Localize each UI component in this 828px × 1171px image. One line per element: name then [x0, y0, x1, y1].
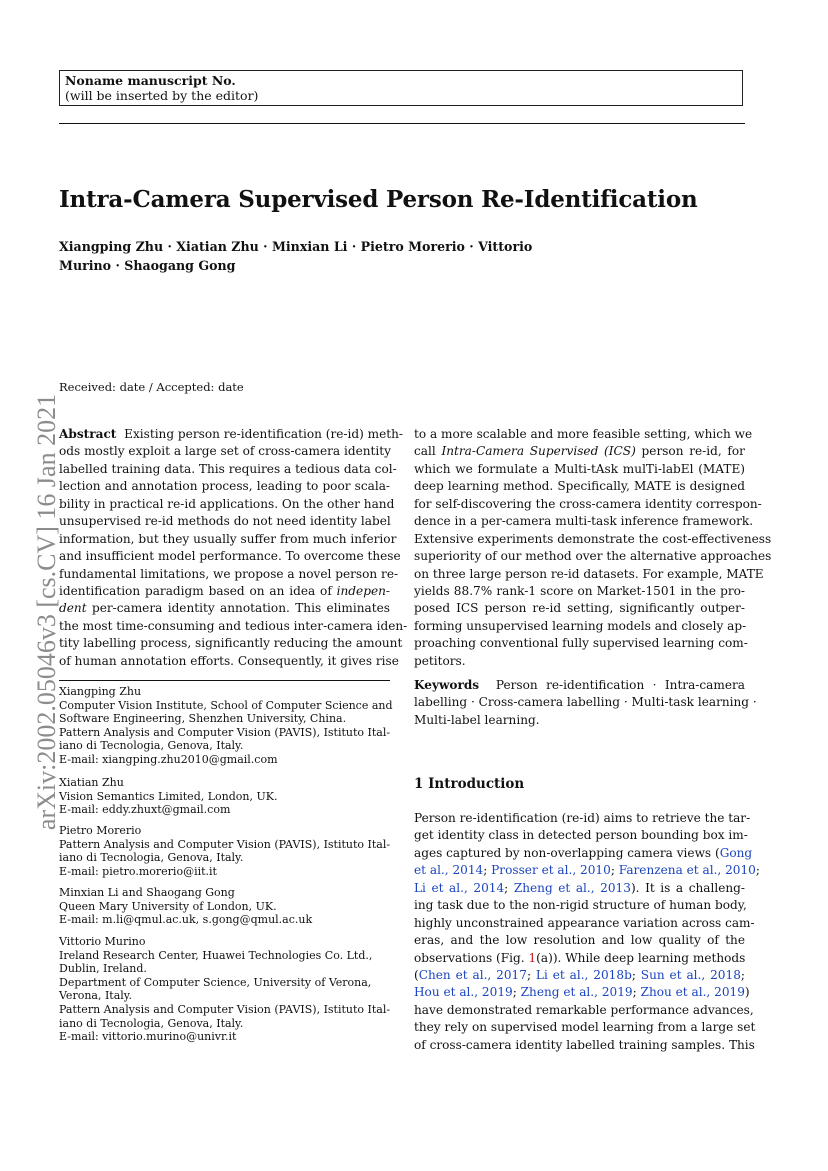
abstract-line: lection and annotation process, leading to poor scala-: [59, 479, 390, 494]
affiliation-line: Pietro Morerio: [59, 824, 142, 837]
intro-line: of cross-camera identity labelled training samples. This: [414, 1037, 755, 1052]
citation-link[interactable]: Zhou et al., 2019: [640, 985, 745, 1000]
citation-link[interactable]: Prosser et al., 2010: [491, 863, 611, 878]
affiliation-line: Dublin, Ireland.: [59, 962, 147, 976]
paper-title: Intra-Camera Supervised Person Re-Identification: [59, 186, 698, 213]
footnote-rule: [59, 680, 390, 681]
intro-line: ing task due to the non-rigid structure of human body,: [414, 898, 747, 913]
abstract-line: Abstract Existing person re-identification (re-id) meth-: [59, 427, 404, 441]
affiliation-block: [59, 935, 392, 1044]
abstract-line: ods mostly exploit a large set of cross-camera identity: [59, 444, 391, 459]
section-heading-introduction: 1 Introduction: [414, 776, 525, 792]
intro-line: Li et al., 2014; Zheng et al., 2013). It is a challeng-: [414, 880, 745, 895]
intro-line: observations (Fig. 1(a)). While deep learning methods: [414, 950, 746, 965]
affiliation-line: Pattern Analysis and Computer Vision (PAVIS), Istituto Ital-: [59, 725, 391, 739]
keywords-line: Multi-label learning.: [414, 712, 540, 727]
affiliation-line: Software Engineering, Shenzhen University, China.: [59, 712, 347, 726]
affiliation-block: [59, 886, 392, 927]
affiliation-block: [59, 776, 392, 817]
affiliation-line: Pattern Analysis and Computer Vision (PAVIS), Istituto Ital-: [59, 837, 391, 851]
abstract-line: to a more scalable and more feasible setting, which we: [414, 427, 753, 441]
affiliation-line: Pattern Analysis and Computer Vision (PAVIS), Istituto Ital-: [59, 1002, 391, 1016]
affiliation-line: Ireland Research Center, Huawei Technologies Co. Ltd.,: [59, 948, 373, 962]
affiliation-line: E-mail: pietro.morerio@iit.it: [59, 864, 217, 878]
abstract-heading: Abstract: [59, 427, 117, 441]
abstract-line: dent per-camera identity annotation. This eliminates: [59, 601, 390, 616]
abstract-line: call Intra-Camera Supervised (ICS) person re-id, for: [414, 444, 745, 459]
author-list: [59, 237, 589, 275]
abstract-line: Extensive experiments demonstrate the cost-effectiveness: [414, 531, 772, 546]
abstract-line: unsupervised re-id methods do not need identity label: [59, 514, 391, 529]
affiliation-line: E-mail: m.li@qmul.ac.uk, s.gong@qmul.ac.uk: [59, 913, 313, 927]
keywords-line: labelling · Cross-camera labelling · Multi-task learning ·: [414, 695, 757, 710]
abstract-line: information, but they usually suffer from much inferior: [59, 531, 397, 546]
author-line-1: Xiangping Zhu · Xiatian Zhu · Minxian Li · Pietro Morerio · Vittorio: [59, 239, 533, 254]
header-rule: [59, 123, 745, 124]
affiliation-line: Xiatian Zhu: [59, 776, 124, 789]
abstract-line: of human annotation efforts. Consequently, it gives rise: [59, 653, 399, 668]
abstract-line: forming unsupervised learning models and closely ap-: [414, 618, 747, 633]
abstract-line: proaching conventional fully supervised learning com-: [414, 636, 748, 651]
affiliation-line: Computer Vision Institute, School of Computer Science and: [59, 698, 393, 712]
affiliation-line: iano di Tecnologia, Genova, Italy.: [59, 851, 244, 865]
arxiv-stamp: arXiv:2002.05046v3 [cs.CV] 16 Jan 2021: [32, 393, 61, 831]
keywords: [414, 677, 757, 729]
figure-ref-link[interactable]: 1: [528, 950, 537, 965]
citation-link[interactable]: et al., 2014: [414, 863, 484, 878]
abstract-line: bility in practical re-id applications. On the other hand: [59, 496, 395, 511]
abstract-line: dence in a per-camera multi-task inference framework.: [414, 514, 754, 529]
abstract-line: labelled training data. This requires a tedious data col-: [59, 461, 397, 476]
affiliation-line: Xiangping Zhu: [59, 685, 142, 698]
keywords-heading: Keywords: [414, 678, 480, 692]
intro-line: Person re-identification (re-id) aims to retrieve the tar-: [414, 811, 751, 825]
affiliation-block: [59, 685, 392, 767]
citation-link[interactable]: Hou et al., 2019: [414, 985, 513, 1000]
intro-line: highly unconstrained appearance variation across cam-: [414, 915, 755, 930]
author-line-2: Murino · Shaogang Gong: [59, 258, 236, 273]
affiliation-line: E-mail: vittorio.murino@univr.it: [59, 1030, 237, 1044]
citation-link[interactable]: Zheng et al., 2019: [520, 985, 633, 1000]
affiliation-line: Minxian Li and Shaogang Gong: [59, 886, 235, 899]
intro-line: they rely on supervised model learning from a large set: [414, 1020, 756, 1035]
editor-note: (will be inserted by the editor): [65, 88, 259, 103]
abstract-line: for self-discovering the cross-camera identity correspon-: [414, 496, 762, 511]
introduction-body: [414, 810, 760, 1054]
affiliation-line: Queen Mary University of London, UK.: [59, 899, 277, 913]
affiliation-line: iano di Tecnologia, Genova, Italy.: [59, 739, 244, 753]
affiliation-block: [59, 824, 392, 878]
affiliation-line: Vision Semantics Limited, London, UK.: [59, 789, 278, 803]
intro-line: eras, and the low resolution and low quality of the: [414, 933, 745, 948]
affiliation-line: Verona, Italy.: [59, 989, 133, 1003]
intro-line: get identity class in detected person bounding box im-: [414, 828, 748, 843]
abstract-left-column: [59, 426, 408, 670]
citation-link[interactable]: Gong: [719, 845, 753, 860]
intro-line: ages captured by non-overlapping camera views (Gong: [414, 845, 753, 860]
citation-link[interactable]: Li et al., 2018b: [535, 967, 632, 982]
intro-line: Hou et al., 2019; Zheng et al., 2019; Zhou et al., 2019): [414, 985, 750, 1000]
abstract-line: tity labelling process, significantly reducing the amount: [59, 636, 403, 651]
abstract-line: superiority of our method over the alternative approaches: [414, 549, 772, 564]
abstract-line: the most time-consuming and tedious inter-camera iden-: [59, 618, 408, 633]
intro-line: (Chen et al., 2017; Li et al., 2018b; Sun et al., 2018;: [414, 967, 745, 982]
abstract-line: on three large person re-id datasets. For example, MATE: [414, 566, 764, 581]
abstract-line: which we formulate a Multi-tAsk mulTi-labEl (MATE): [414, 461, 745, 476]
abstract-line: fundamental limitations, we propose a novel person re-: [59, 566, 399, 581]
affiliation-line: iano di Tecnologia, Genova, Italy.: [59, 1016, 244, 1030]
abstract-line: identification paradigm based on an idea of indepen-: [59, 583, 390, 598]
citation-link[interactable]: Chen et al., 2017: [418, 967, 527, 982]
citation-link[interactable]: Zheng et al., 2013: [513, 880, 631, 895]
received-date: Received: date / Accepted: date: [59, 380, 244, 394]
manuscript-box: [59, 70, 743, 106]
citation-link[interactable]: Sun et al., 2018: [640, 967, 741, 982]
abstract-line: petitors.: [414, 653, 466, 668]
affiliation-line: Vittorio Murino: [59, 935, 146, 948]
affiliation-line: Department of Computer Science, University of Verona,: [59, 975, 372, 989]
intro-line: have demonstrated remarkable performance advances,: [414, 1002, 754, 1017]
keywords-line: Keywords Person re-identification · Intra-camera: [414, 678, 745, 692]
abstract-line: posed ICS person re-id setting, significantly outper-: [414, 601, 745, 616]
citation-link[interactable]: Farenzena et al., 2010: [618, 863, 756, 878]
manuscript-number: Noname manuscript No.: [65, 73, 236, 88]
abstract-right-column: [414, 426, 772, 670]
abstract-line: yields 88.7% rank-1 score on Market-1501 in the pro-: [414, 583, 745, 598]
affiliation-line: E-mail: xiangping.zhu2010@gmail.com: [59, 752, 278, 766]
abstract-line: deep learning method. Specifically, MATE is designed: [414, 479, 745, 494]
affiliation-line: E-mail: eddy.zhuxt@gmail.com: [59, 803, 231, 817]
citation-link[interactable]: Li et al., 2014: [414, 880, 505, 895]
intro-line: et al., 2014; Prosser et al., 2010; Farenzena et al., 2010;: [414, 863, 760, 878]
abstract-line: and insufficient model performance. To overcome these: [59, 549, 401, 564]
